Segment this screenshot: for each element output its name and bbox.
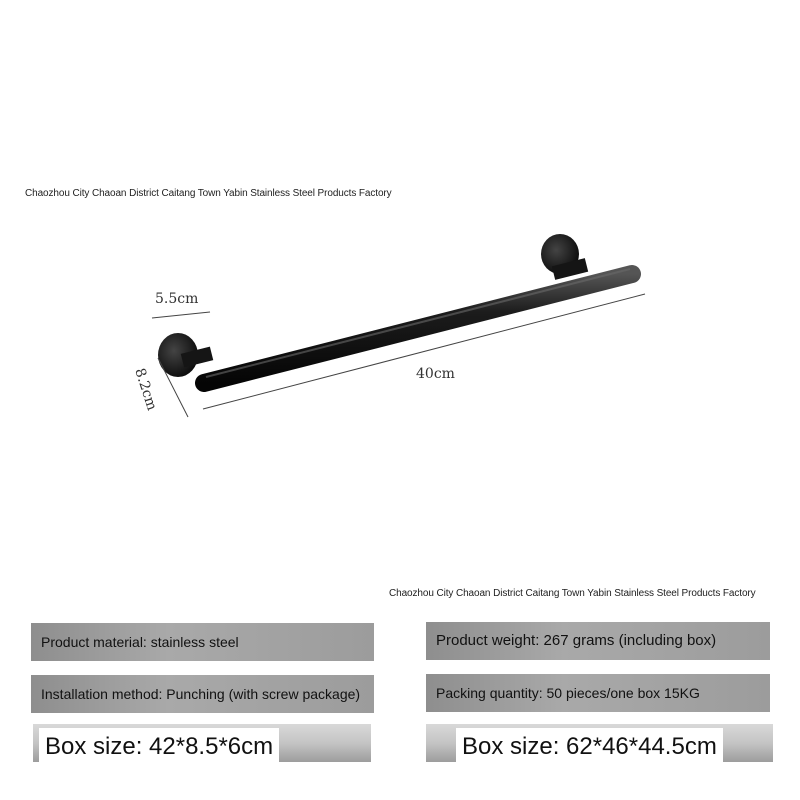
spec-packing-bar	[426, 674, 770, 712]
right-mount	[541, 234, 588, 280]
spec-material-bar	[31, 623, 374, 661]
spec-box-size-2: Box size: 62*46*44.5cm	[456, 728, 723, 762]
length-label: 40cm	[416, 366, 455, 382]
base-width-label: 5.5cm	[155, 291, 199, 307]
length-dimension-line	[203, 294, 645, 409]
spec-box-size-1: Box size: 42*8.5*6cm	[39, 728, 279, 762]
spec-weight: Product weight: 267 grams (including box)	[436, 632, 717, 649]
base-width-dimension-line	[152, 312, 210, 318]
left-mount	[158, 333, 213, 377]
spec-box-size-2-bar	[426, 724, 773, 762]
factory-name-bottom: Chaozhou City Chaoan District Caitang Town Yabin Stainless Steel Products Factory	[389, 588, 756, 599]
spec-installation: Installation method: Punching (with screw package)	[41, 686, 361, 702]
spec-box-size-1-bar	[33, 724, 371, 762]
spec-packing: Packing quantity: 50 pieces/one box 15KG	[436, 685, 700, 701]
spec-material: Product material: stainless steel	[41, 634, 239, 650]
spec-weight-bar	[426, 622, 770, 660]
base-height-label: 8.2cm	[131, 366, 160, 413]
spec-installation-bar	[31, 675, 374, 713]
factory-name-top: Chaozhou City Chaoan District Caitang Town Yabin Stainless Steel Products Factory	[25, 188, 392, 199]
